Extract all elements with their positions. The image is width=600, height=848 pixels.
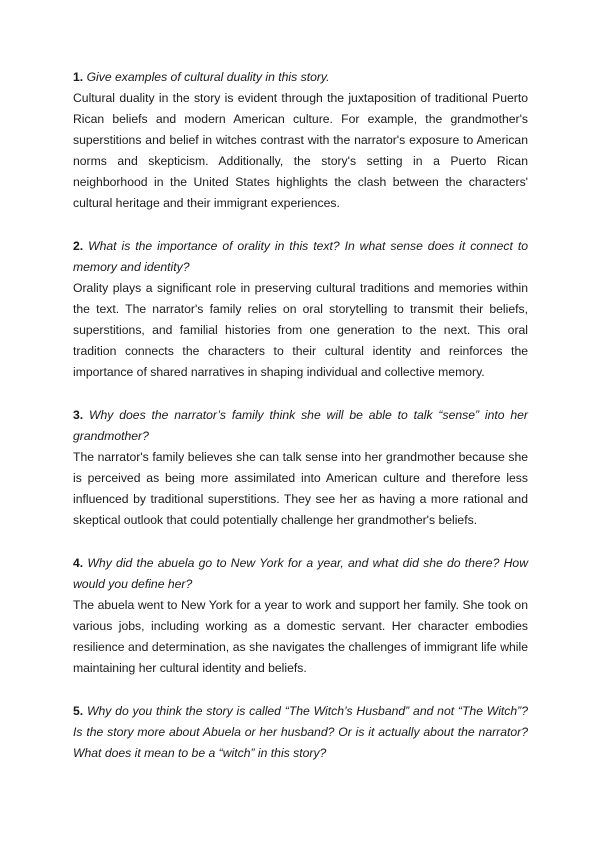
question-text: What is the importance of orality in this text? In what sense does it connect to memory and identity? — [73, 239, 528, 274]
document-page — [73, 67, 528, 786]
question-3 — [73, 405, 528, 447]
question-number: 5. — [73, 704, 84, 718]
question-number: 1. — [73, 70, 84, 84]
question-text: Give examples of cultural duality in this story. — [86, 70, 330, 84]
question-number: 2. — [73, 239, 84, 253]
question-number: 4. — [73, 556, 84, 570]
question-2 — [73, 236, 528, 278]
qa-block-1 — [73, 67, 528, 214]
question-text: Why do you think the story is called “The Witch’s Husband” and not “The Witch”? Is the story more about Abuela or her husband? Or is it actually about the narrator? What does it mean to be a “witch” in this story? — [73, 704, 528, 760]
answer-2: Orality plays a significant role in preserving cultural traditions and memories within the text. The narrator's family relies on oral storytelling to transmit their beliefs, superstitions, and familial histories from one generation to the next. This oral tradition connects the characters to their cultural identity and reinforces the importance of shared narratives in shaping individual and collective memory. — [73, 281, 528, 379]
qa-block-4 — [73, 553, 528, 679]
question-number: 3. — [73, 408, 84, 422]
question-text: Why does the narrator’s family think she will be able to talk “sense” into her grandmother? — [73, 408, 528, 443]
answer-3: The narrator's family believes she can talk sense into her grandmother because she is perceived as being more assimilated into American culture and therefore less influenced by traditional superstitions. They see her as having a more rational and skeptical outlook that could potentially challenge her grandmother's beliefs. — [73, 450, 528, 527]
question-5 — [73, 701, 528, 764]
qa-block-3 — [73, 405, 528, 531]
question-1 — [73, 67, 528, 88]
question-4 — [73, 553, 528, 595]
question-text: Why did the abuela go to New York for a year, and what did she do there? How would you define her? — [73, 556, 528, 591]
qa-block-2 — [73, 236, 528, 383]
answer-4: The abuela went to New York for a year to work and support her family. She took on various jobs, including working as a domestic servant. Her character embodies resilience and determination, as she navigates the challenges of immigrant life while maintaining her cultural identity and beliefs. — [73, 598, 528, 675]
qa-block-5 — [73, 701, 528, 764]
answer-1: Cultural duality in the story is evident through the juxtaposition of traditional Puerto Rican beliefs and modern American culture. For example, the grandmother's superstitions and belief in witches contrast with the narrator's exposure to American norms and skepticism. Additionally, the story's setting in a Puerto Rican neighborhood in the United States highlights the clash between the characters' cultural heritage and their immigrant experiences. — [73, 91, 528, 210]
